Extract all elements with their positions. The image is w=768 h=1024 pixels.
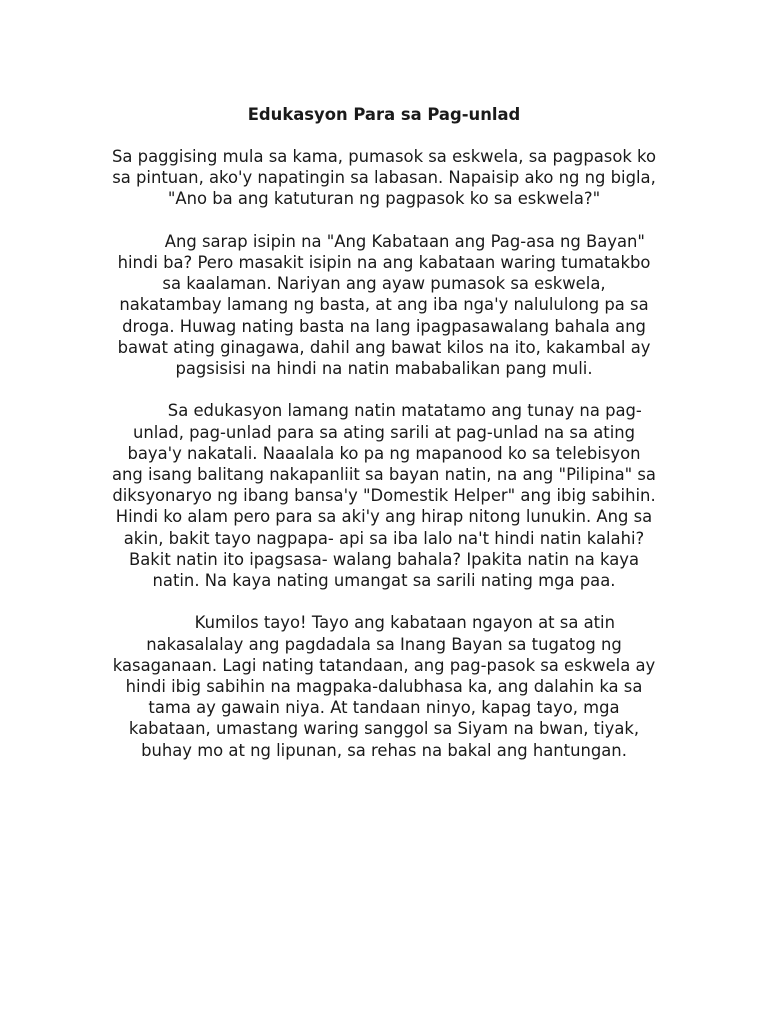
text-line: tama ay gawain niya. At tandaan ninyo, kapag tayo, mga xyxy=(148,698,620,718)
text-line: "Ano ba ang katuturan ng pagpasok ko sa eskwela?" xyxy=(167,189,601,209)
text-line: baya'y nakatali. Naaalala ko pa ng mapanood ko sa telebisyon xyxy=(127,443,641,463)
text-line: natin. Na kaya nating umangat sa sarili nating mga paa. xyxy=(152,571,616,591)
text-line: ang isang balitang nakapanliit sa bayan natin, na ang "Pilipina" sa xyxy=(112,465,656,485)
paragraph-4 xyxy=(84,612,684,760)
document-title: Edukasyon Para sa Pag-unlad xyxy=(247,105,521,124)
paragraph-2 xyxy=(84,231,684,379)
text-line: sa kaalaman. Nariyan ang ayaw pumasok sa eskwela, xyxy=(162,274,606,294)
text-line: nakasalalay ang pagdadala sa Inang Bayan sa tugatog ng xyxy=(146,634,622,654)
document-body xyxy=(84,104,684,782)
text-line: Sa paggising mula sa kama, pumasok sa eskwela, sa pagpasok ko xyxy=(112,147,656,166)
text-line: Kumilos tayo! Tayo ang kabataan ngayon at sa atin xyxy=(152,613,616,633)
text-line: nakatambay lamang ng basta, at ang iba nga'y nalululong pa sa xyxy=(119,295,649,315)
paragraph-3 xyxy=(84,400,684,591)
text-line: unlad, pag-unlad para sa ating sarili at pag-unlad na sa ating xyxy=(132,422,636,442)
text-line: akin, bakit tayo nagpapa- api sa iba lalo na't hindi natin kalahi? xyxy=(123,528,645,548)
text-line: hindi ibig sabihin na magpaka-dalubhasa ka, ang dalahin ka sa xyxy=(125,677,643,697)
text-line: hindi ba? Pero masakit isipin na ang kabataan waring tumatakbo xyxy=(117,253,651,272)
text-line: kasaganaan. Lagi nating tatandaan, ang pag-pasok sa eskwela ay xyxy=(112,655,656,675)
text-line: kabataan, umastang waring sanggol sa Siyam na bwan, tiyak, xyxy=(128,719,640,739)
text-line: Bakit natin ito ipagsasa- walang bahala? Ipakita natin na kaya xyxy=(129,549,639,569)
text-line: Ang sarap isipin na "Ang Kabataan ang Pag-asa ng Bayan" xyxy=(123,231,645,251)
paragraph-1 xyxy=(84,146,684,210)
text-line: bawat ating ginagawa, dahil ang bawat kilos na ito, kakambal ay xyxy=(117,337,651,357)
text-line: pagsisisi na hindi na natin mababalikan pang muli. xyxy=(175,359,593,379)
text-line: buhay mo at ng lipunan, sa rehas na bakal ang hantungan. xyxy=(141,740,627,760)
text-line: diksyonaryo ng ibang bansa'y "Domestik Helper" ang ibig sabihin. xyxy=(112,486,656,506)
text-line: droga. Huwag nating basta na lang ipagpasawalang bahala ang xyxy=(122,316,646,336)
text-line: Hindi ko alam pero para sa aki'y ang hirap nitong lunukin. Ang sa xyxy=(115,507,653,527)
text-line: sa pintuan, ako'y napatingin sa labasan. Napaisip ako ng ng bigla, xyxy=(112,168,656,188)
text-line: Sa edukasyon lamang natin matatamo ang tunay na pag- xyxy=(126,401,642,421)
